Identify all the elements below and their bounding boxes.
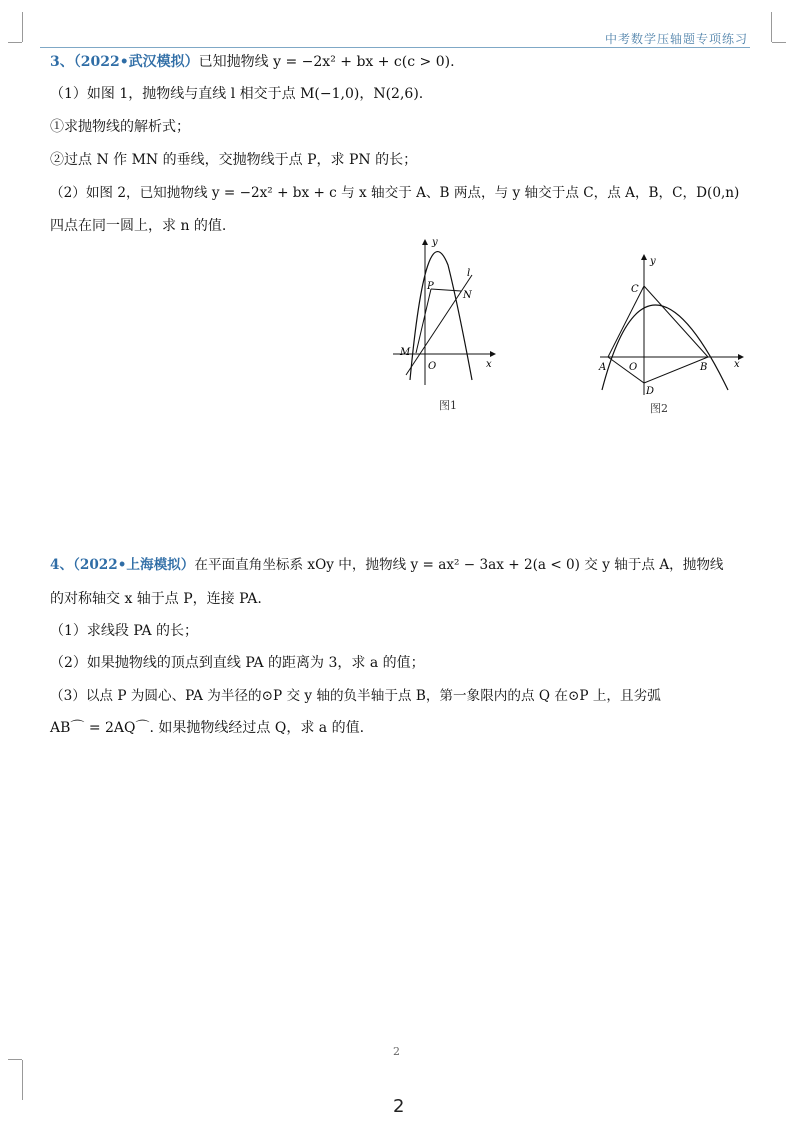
crop-mark-top-right-v: [771, 12, 772, 42]
problem4-stem2: 的对称轴交 x 轴于点 P，连接 PA.: [50, 591, 262, 607]
crop-mark-bottom-left-h: [8, 1059, 22, 1060]
fig1-label-N: N: [463, 290, 472, 301]
fig1-label-M: M: [400, 347, 411, 358]
problem3-number: 3、: [50, 54, 74, 70]
problem3-part1: （1）如图 1，抛物线与直线 l 相交于点 M(−1,0)，N(2,6).: [50, 86, 424, 102]
page-header: 中考数学压轴题专项练习: [604, 32, 748, 46]
problem3-stem-text: 已知抛物线 y = −2x² + bx + c(c > 0).: [198, 54, 455, 70]
fig2-label-C: C: [631, 284, 639, 295]
crop-mark-bottom-left-v: [22, 1060, 23, 1100]
crop-mark-top-right-h: [772, 42, 786, 43]
fig1-label-P: P: [427, 281, 434, 292]
problem4-stem-text: 在平面直角坐标系 xOy 中，抛物线 y = ax² − 3ax + 2(a < 0) 交 y 轴于点 A，抛物线: [194, 557, 724, 573]
fig1-label-y: y: [432, 237, 438, 248]
fig2-label-D: D: [646, 386, 655, 397]
problem4-stem: [50, 555, 724, 575]
problem3-source: （2022•武汉模拟）: [73, 54, 199, 70]
fig1-label-x: x: [486, 359, 492, 370]
problem4-part3-line1: （3）以点 P 为圆心、PA 为半径的⊙P 交 y 轴的负半轴于点 B，第一象限内的点 Q 在⊙P 上，且劣弧: [50, 688, 661, 704]
fig2-label-O: O: [629, 362, 638, 373]
fig2-label-B: B: [700, 362, 708, 373]
figure-2: [588, 250, 748, 400]
fig1-label-O: O: [428, 361, 437, 372]
problem3-sub2: ②过点 N 作 MN 的垂线，交抛物线于点 P，求 PN 的长；: [50, 152, 418, 168]
page-number: 2: [393, 1096, 405, 1117]
fig2-label-x: x: [734, 359, 740, 370]
problem4-part3-line2: AB⌒ = 2AQ⌒. 如果抛物线经过点 Q，求 a 的值.: [50, 720, 365, 736]
fig1-label-l: l: [467, 268, 471, 279]
figure-1: [388, 235, 508, 390]
problem3-part2-line1: （2）如图 2，已知抛物线 y = −2x² + bx + c 与 x 轴交于 A、B 两点，与 y 轴交于点 C，点 A，B，C，D(0,n): [50, 185, 740, 201]
problem4-source: （2022•上海模拟）: [73, 557, 195, 573]
fig2-caption: 图2: [650, 402, 668, 415]
page-number-small: 2: [393, 1045, 400, 1058]
problem4-part1: （1）求线段 PA 的长；: [50, 623, 199, 639]
problem3-part2-line2: 四点在同一圆上，求 n 的值.: [50, 218, 227, 234]
fig1-caption: 图1: [439, 399, 457, 412]
problem4-number: 4、: [50, 557, 74, 573]
problem3-sub1: ①求抛物线的解析式；: [50, 119, 190, 135]
problem4-part2: （2）如果抛物线的顶点到直线 PA 的距离为 3，求 a 的值；: [50, 655, 425, 671]
fig2-label-A: A: [599, 362, 607, 373]
crop-mark-top-left-v: [22, 12, 23, 42]
crop-mark-top-left-h: [8, 42, 22, 43]
fig2-label-y: y: [650, 256, 656, 267]
header-rule: [40, 47, 750, 48]
problem3-stem: [50, 52, 455, 72]
